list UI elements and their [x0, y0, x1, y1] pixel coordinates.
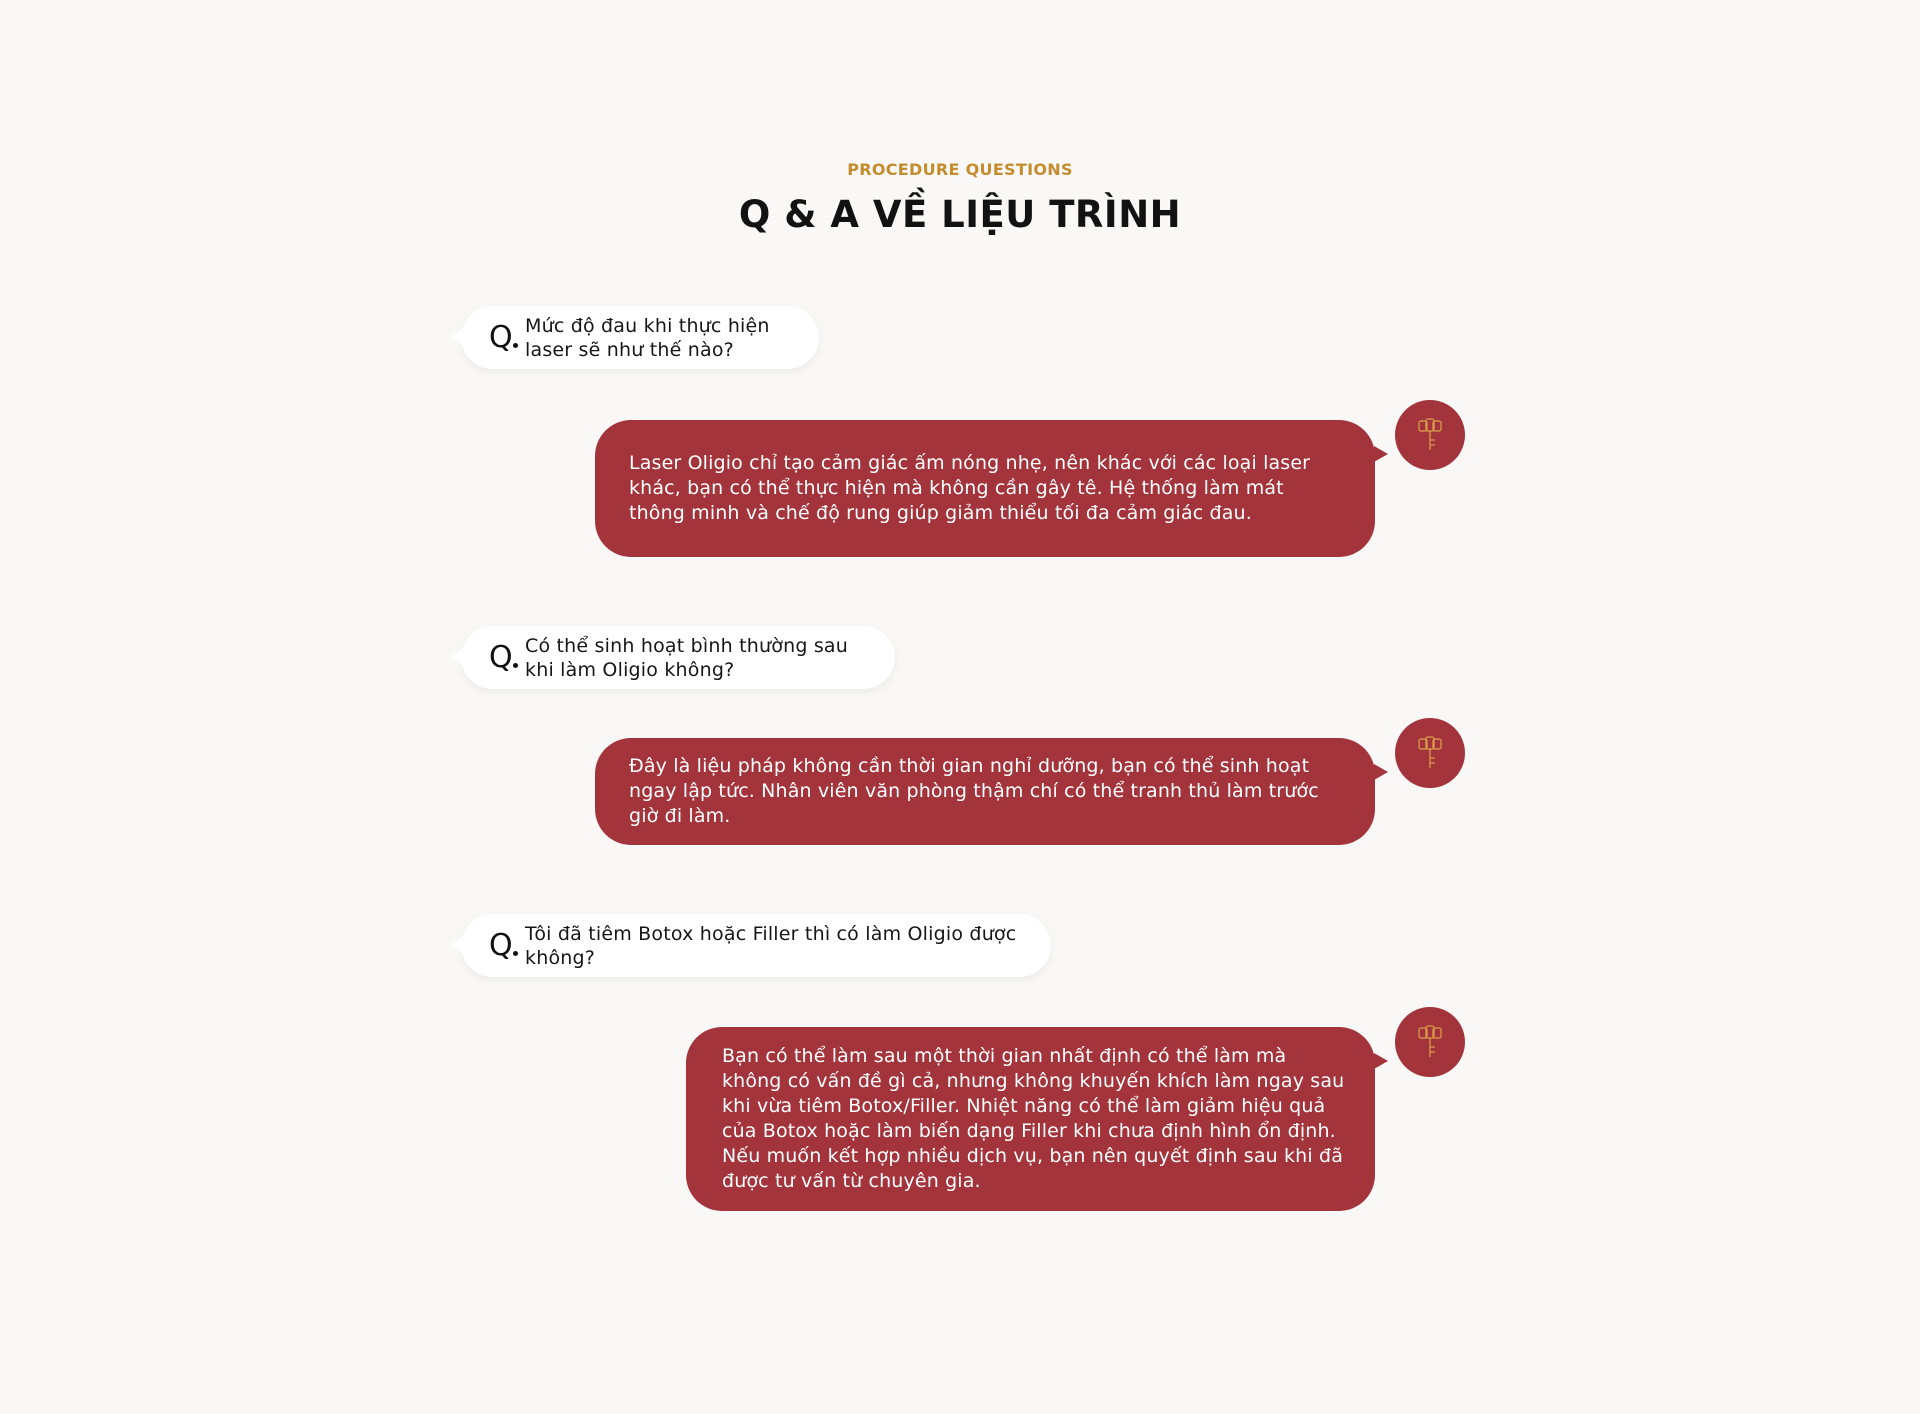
- q-mark-icon: Q: [489, 639, 513, 675]
- answer-text: Bạn có thể làm sau một thời gian nhất định có thể làm mà không có vấn đề gì cả, nhưng không khuyến khích làm ngay sau khi vừa tiêm Botox/Filler. Nhiệt năng có thể làm giảm hiệu quả của Botox hoặc làm biến dạng Filler khi chưa định hình ổn định. Nếu muốn kết hợp nhiều dịch vụ, bạn nên quyết định sau khi đã được tư vấn từ chuyên gia.: [722, 1045, 1345, 1192]
- section-eyebrow: PROCEDURE QUESTIONS: [847, 160, 1073, 179]
- brand-logo-icon: [1395, 718, 1465, 788]
- answer-text: Laser Oligio chỉ tạo cảm giác ấm nóng nhẹ, nên khác với các loại laser khác, bạn có thể thực hiện mà không cần gây tê. Hệ thống làm mát thông minh và chế độ rung giúp giảm thiểu tối đa cảm giác đau.: [629, 452, 1311, 524]
- q-dot: [513, 951, 518, 956]
- answer-bubble: [686, 1027, 1375, 1211]
- section-header: [0, 160, 1920, 236]
- question-text: Có thể sinh hoạt bình thường sau khi làm Oligio không?: [525, 634, 848, 681]
- q-dot: [513, 663, 518, 668]
- question-bubble: [461, 306, 819, 369]
- question-text: Tôi đã tiêm Botox hoặc Filler thì có làm Oligio được không?: [525, 922, 1017, 969]
- question-bubble: [461, 914, 1051, 977]
- question-bubble: [461, 626, 895, 689]
- brand-logo-icon: [1395, 400, 1465, 470]
- q-mark-icon: Q: [489, 927, 513, 963]
- brand-logo-icon: [1395, 1007, 1465, 1077]
- answer-bubble: [595, 420, 1375, 557]
- q-dot: [513, 343, 518, 348]
- page-title: Q & A VỀ LIỆU TRÌNH: [738, 193, 1182, 236]
- answer-bubble: [595, 738, 1375, 845]
- question-text: Mức độ đau khi thực hiện laser sẽ như thế nào?: [525, 314, 770, 361]
- q-mark-icon: Q: [489, 319, 513, 355]
- answer-text: Đây là liệu pháp không cần thời gian nghỉ dưỡng, bạn có thể sinh hoạt ngay lập tức. Nhân viên văn phòng thậm chí có thể tranh thủ làm trước giờ đi làm.: [629, 755, 1319, 827]
